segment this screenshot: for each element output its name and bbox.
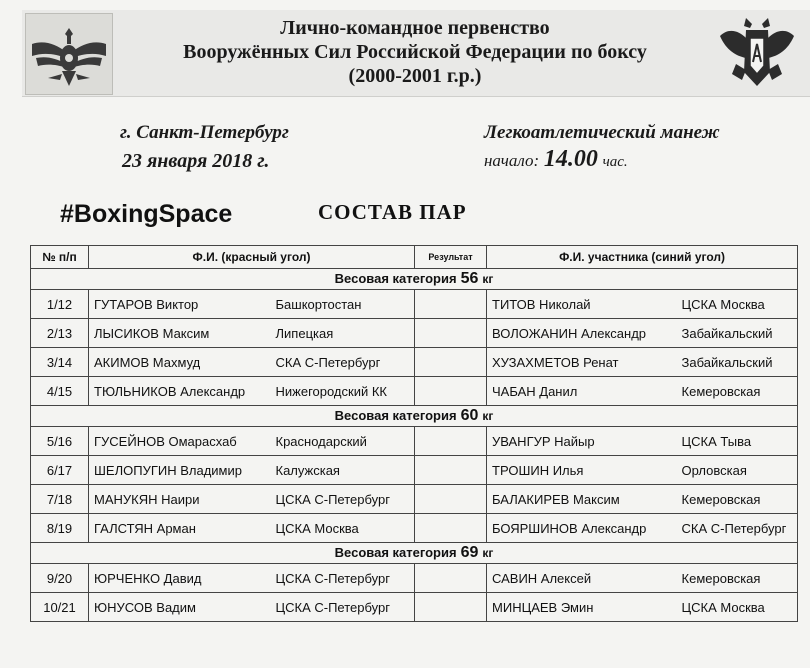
result-cell bbox=[415, 290, 487, 319]
armed-forces-emblem-icon bbox=[25, 13, 113, 95]
championship-title bbox=[120, 16, 710, 88]
header-red-corner: Ф.И. (красный угол) bbox=[89, 246, 415, 269]
blue-corner-team: Забайкальский bbox=[677, 348, 798, 377]
bout-row bbox=[31, 514, 798, 543]
weight-category-label: Весовая категория bbox=[334, 408, 457, 423]
title-line-1: Лично-командное первенство bbox=[280, 17, 550, 39]
weight-category-row bbox=[31, 269, 798, 290]
hashtag-watermark: #BoxingSpace bbox=[60, 200, 233, 228]
event-city: г. Санкт-Петербург bbox=[120, 122, 289, 143]
pairs-table bbox=[30, 245, 798, 622]
result-cell bbox=[415, 348, 487, 377]
result-cell bbox=[415, 564, 487, 593]
red-corner-name: АКИМОВ Махмуд bbox=[89, 348, 271, 377]
blue-corner-team: Кемеровская bbox=[677, 485, 798, 514]
blue-corner-name: ВОЛОЖАНИН Александр bbox=[487, 319, 677, 348]
red-corner-team: Башкортостан bbox=[271, 290, 415, 319]
red-corner-team: Липецкая bbox=[271, 319, 415, 348]
start-unit: час. bbox=[602, 154, 628, 170]
bout-number: 8/19 bbox=[31, 514, 89, 543]
red-corner-team: Краснодарский bbox=[271, 427, 415, 456]
result-cell bbox=[415, 377, 487, 406]
result-cell bbox=[415, 427, 487, 456]
bout-number: 2/13 bbox=[31, 319, 89, 348]
blue-corner-team: ЦСКА Москва bbox=[677, 593, 798, 622]
weight-category-row bbox=[31, 543, 798, 564]
bout-number: 7/18 bbox=[31, 485, 89, 514]
weight-category-unit: кг bbox=[482, 409, 494, 423]
blue-corner-team: Орловская bbox=[677, 456, 798, 485]
result-cell bbox=[415, 514, 487, 543]
weight-category-value: 69 bbox=[460, 544, 479, 561]
weight-category-unit: кг bbox=[482, 546, 494, 560]
start-label: начало: bbox=[484, 151, 540, 170]
bout-row bbox=[31, 348, 798, 377]
header-result: Результат bbox=[415, 246, 487, 269]
weight-category-label: Весовая категория bbox=[334, 545, 457, 560]
red-corner-team: Нижегородский КК bbox=[271, 377, 415, 406]
weight-category-unit: кг bbox=[482, 272, 494, 286]
weight-category-value: 60 bbox=[460, 407, 479, 424]
weight-category-cell bbox=[31, 406, 798, 427]
red-corner-team: СКА С-Петербург bbox=[271, 348, 415, 377]
red-corner-name: ГУСЕЙНОВ Омарасхаб bbox=[89, 427, 271, 456]
blue-corner-name: УВАНГУР Найыр bbox=[487, 427, 677, 456]
weight-category-cell bbox=[31, 543, 798, 564]
blue-corner-name: ЧАБАН Данил bbox=[487, 377, 677, 406]
red-corner-name: ТЮЛЬНИКОВ Александр bbox=[89, 377, 271, 406]
red-corner-name: ЮРЧЕНКО Давид bbox=[89, 564, 271, 593]
event-date: 23 января 2018 г. bbox=[122, 150, 270, 172]
blue-corner-name: БАЛАКИРЕВ Максим bbox=[487, 485, 677, 514]
bout-number: 1/12 bbox=[31, 290, 89, 319]
red-corner-name: ЮНУСОВ Вадим bbox=[89, 593, 271, 622]
result-cell bbox=[415, 485, 487, 514]
bout-row bbox=[31, 290, 798, 319]
blue-corner-team: Кемеровская bbox=[677, 377, 798, 406]
boxing-federation-eagle-icon bbox=[716, 14, 798, 94]
blue-corner-name: ТРОШИН Илья bbox=[487, 456, 677, 485]
event-start bbox=[484, 146, 628, 173]
bout-row bbox=[31, 427, 798, 456]
weight-category-label: Весовая категория bbox=[334, 271, 457, 286]
bout-row bbox=[31, 593, 798, 622]
weight-category-cell bbox=[31, 269, 798, 290]
blue-corner-name: БОЯРШИНОВ Александр bbox=[487, 514, 677, 543]
bout-row bbox=[31, 564, 798, 593]
blue-corner-team: Кемеровская bbox=[677, 564, 798, 593]
red-corner-team: Калужская bbox=[271, 456, 415, 485]
blue-corner-name: МИНЦАЕВ Эмин bbox=[487, 593, 677, 622]
bout-row bbox=[31, 377, 798, 406]
event-venue: Легкоатлетический манеж bbox=[484, 122, 720, 143]
red-corner-name: МАНУКЯН Наири bbox=[89, 485, 271, 514]
header-number: № п/п bbox=[31, 246, 89, 269]
blue-corner-name: САВИН Алексей bbox=[487, 564, 677, 593]
result-cell bbox=[415, 456, 487, 485]
blue-corner-name: ХУЗАХМЕТОВ Ренат bbox=[487, 348, 677, 377]
blue-corner-team: ЦСКА Москва bbox=[677, 290, 798, 319]
red-corner-team: ЦСКА С-Петербург bbox=[271, 564, 415, 593]
blue-corner-team: ЦСКА Тыва bbox=[677, 427, 798, 456]
result-cell bbox=[415, 593, 487, 622]
bout-row bbox=[31, 456, 798, 485]
blue-corner-name: ТИТОВ Николай bbox=[487, 290, 677, 319]
bout-row bbox=[31, 319, 798, 348]
weight-category-row bbox=[31, 406, 798, 427]
start-time: 14.00 bbox=[543, 146, 598, 172]
bout-number: 9/20 bbox=[31, 564, 89, 593]
red-corner-team: ЦСКА С-Петербург bbox=[271, 485, 415, 514]
result-cell bbox=[415, 319, 487, 348]
red-corner-name: ГАЛСТЯН Арман bbox=[89, 514, 271, 543]
bout-number: 6/17 bbox=[31, 456, 89, 485]
bout-number: 4/15 bbox=[31, 377, 89, 406]
red-corner-team: ЦСКА С-Петербург bbox=[271, 593, 415, 622]
bout-row bbox=[31, 485, 798, 514]
title-line-2: Вооружённых Сил Российской Федерации по боксу bbox=[183, 41, 647, 63]
blue-corner-team: Забайкальский bbox=[677, 319, 798, 348]
bout-number: 5/16 bbox=[31, 427, 89, 456]
bout-number: 10/21 bbox=[31, 593, 89, 622]
header-blue-corner: Ф.И. участника (синий угол) bbox=[487, 246, 798, 269]
title-line-3: (2000-2001 г.р.) bbox=[348, 65, 482, 87]
weight-category-value: 56 bbox=[460, 270, 479, 287]
red-corner-name: ЛЫСИКОВ Максим bbox=[89, 319, 271, 348]
red-corner-name: ГУТАРОВ Виктор bbox=[89, 290, 271, 319]
document-title: СОСТАВ ПАР bbox=[318, 200, 467, 224]
table-header-row bbox=[31, 246, 798, 269]
blue-corner-team: СКА С-Петербург bbox=[677, 514, 798, 543]
red-corner-team: ЦСКА Москва bbox=[271, 514, 415, 543]
red-corner-name: ШЕЛОПУГИН Владимир bbox=[89, 456, 271, 485]
bout-number: 3/14 bbox=[31, 348, 89, 377]
